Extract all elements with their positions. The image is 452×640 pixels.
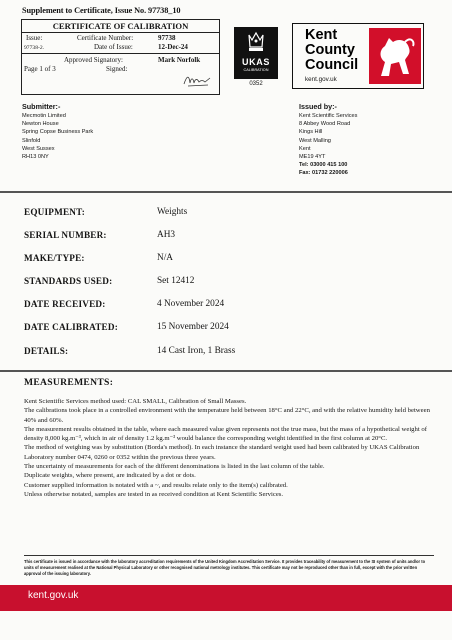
submitter-line: Newton House [22,121,59,128]
date-received-label: DATE RECEIVED: [24,299,106,309]
standards-used-label: STANDARDS USED: [24,276,113,286]
measurements-paragraph: The method of weighing was by substitution (Borda's method). In each instance the standard weight used had been calibrated by UKAS Calibration Laboratory number 0474, 0260 or 0352 within the previous three years. [24,444,420,461]
kcc-wordmark [305,28,358,73]
issue-label: Issue: [26,34,43,42]
measurements-paragraph: The uncertainty of measurements for each of the different denominations is listed in the last column of the table. [24,463,325,471]
certificate-number-value: 97738 [158,34,176,42]
standards-used-value: Set 12412 [157,276,195,286]
kcc-url: kent.gov.uk [305,76,337,83]
horse-icon [369,28,421,84]
issued-by-line: Kings Hill [299,129,323,136]
ukas-logo [234,27,278,91]
measurements-text [24,397,434,499]
bottom-url-link[interactable]: kent.gov.uk [28,590,79,601]
approved-signatory-label: Approved Signatory: [64,56,123,64]
issued-by-tel: Tel: 03000 415 100 [299,162,348,169]
date-received-value: 4 November 2024 [157,299,225,309]
ukas-sub: CALIBRATION [243,68,269,72]
issued-by-line: 8 Abbey Wood Road [299,121,351,128]
date-calibrated-value: 15 November 2024 [157,322,229,332]
approved-signatory-value: Mark Norfolk [158,56,201,64]
measurements-paragraph: Duplicate weights, where present, are indicated by a dot or dots. [24,472,196,480]
details-label: DETAILS: [24,346,69,356]
ukas-badge [234,27,278,79]
make-type-value: N/A [157,253,174,263]
kent-county-council-logo [292,23,424,89]
measurements-paragraph: The calibrations took place in a controlled environment with the temperature held between 18°C and 22°C, and with the relative humidity held between 40% and 60%. [24,407,430,424]
date-of-issue-label: Date of Issue: [94,43,133,51]
page-number: Page 1 of 3 [24,65,56,73]
divider-mid [0,370,452,372]
certificate-row-date [22,43,219,54]
submitter-line: West Sussex [22,145,55,152]
issue-value: 97738-2. [24,45,45,51]
issued-by-fax: Fax: 01732 220006 [299,170,348,177]
serial-number-label: SERIAL NUMBER: [24,230,107,240]
submitter-block [22,101,192,161]
measurements-paragraph: The measurement results obtained in the table, where each measured value given represents not the true mass, but the mass of a hypothetical weight of density 8,000 kg.m⁻³, which in air of density 1.2 kg.m⁻³ would balance the corresponding weight identified in the first column at 20°C. [24,425,427,443]
issued-by-line: ME19 4YT [299,154,326,161]
details-value: 14 Cast Iron, 1 Brass [157,346,236,356]
certificate-box [21,19,220,95]
submitter-heading: Submitter:- [22,102,61,111]
measurements-paragraph: Kent Scientific Services method used: CAL SMALL, Calibration of Small Masses. [24,398,247,405]
crown-icon [234,27,278,57]
kcc-line-3: Council [305,57,359,73]
signed-label: Signed: [106,65,128,73]
issued-by-line: Kent Scientific Services [299,113,358,119]
kcc-line-1: Kent [305,27,338,43]
kcc-line-2: County [305,42,355,58]
submitter-line: RH13 0NY [22,154,49,161]
ukas-number: 0352 [249,81,263,87]
accreditation-note: This certificate is issued in accordance with the laboratory accreditation requirements of the United Kingdom Accreditation Service. It provides traceability of measurement to the SI system of units and/or to units of measurement realised at the National Physical Laboratory or other recognised national metrology institutes. This certificate may not be reproduced other than in full, except with the prior written approval of the issuing laboratory. [24,555,434,578]
supplement-heading: Supplement to Certificate, Issue No. 97738_10 [22,6,181,15]
measurements-paragraph: Customer supplied information is notated with a ~, and results relate only to the item(s) calibrated. [24,481,288,489]
issued-by-block [299,101,439,178]
divider-top [0,191,452,193]
ukas-mark: UKAS [242,57,270,67]
date-calibrated-label: DATE CALIBRATED: [24,322,118,332]
measurements-paragraph: Unless otherwise notated, samples are tested in as received condition at Kent Scientific Services. [24,490,284,498]
equipment-value: Weights [157,207,188,217]
submitter-line: Spring Copse Business Park [22,129,94,136]
bottom-bar [0,585,452,611]
issued-by-line: Kent [299,145,311,152]
submitter-line: Slinfold [22,137,41,144]
issued-by-line: West Malling [299,137,331,144]
certificate-number-label: Certificate Number: [77,34,134,42]
issued-by-heading: Issued by:- [299,102,337,111]
measurements-title: MEASUREMENTS: [24,377,114,388]
make-type-label: MAKE/TYPE: [24,253,85,263]
submitter-line: Mecmotin Limited [22,113,66,119]
equipment-label: EQUIPMENT: [24,207,86,217]
signature-image [182,72,212,88]
certificate-title: CERTIFICATE OF CALIBRATION [22,20,219,33]
date-of-issue-value: 12-Dec-24 [158,43,188,51]
serial-number-value: AH3 [157,230,176,240]
kcc-horse-emblem [369,28,421,84]
